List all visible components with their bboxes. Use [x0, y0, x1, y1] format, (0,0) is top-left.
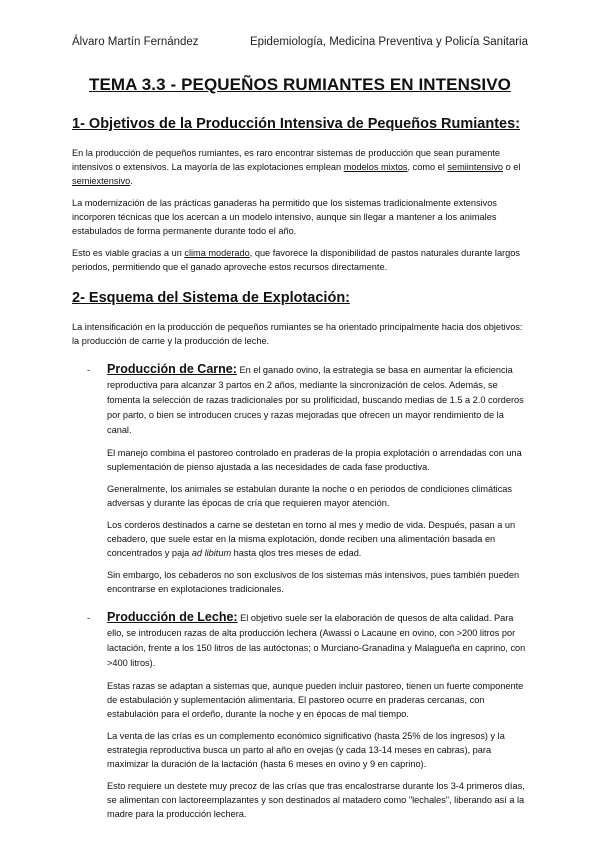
leche-paragraph-3: La venta de las crías es un complemento económico significativo (hasta 25% de los ingresos) y la estrategia reproductiva busca un parto al año en ovejas (y cada 13-14 meses en cabras), para maximizar la duración de la lactación (hasta 6 meses en ovino y 9 en caprino).: [107, 731, 505, 769]
leche-subheading: Producción de Leche:: [107, 610, 238, 624]
document-body: [72, 116, 528, 829]
link-semiextensivo: semiextensivo: [72, 176, 131, 186]
section1-paragraph-3: Esto es viable gracias a un clima moderado, que favorece la disponibilidad de pastos naturales durante largos periodos, permitiendo que el ganado aproveche estos recursos directamente.: [72, 248, 520, 272]
link-clima-moderado: clima moderado: [184, 248, 250, 258]
bullet-dash: -: [87, 365, 91, 375]
header-author: Álvaro Martín Fernández: [72, 36, 199, 48]
leche-paragraph-4: Esto requiere un destete muy precoz de las crías que tras encalostrarse durante los 3-4 primeros días, se alimentan con lactoreemplazantes y son destinados al matadero como "lechales", liberando así a la madre para la producción lechera.: [107, 781, 525, 819]
carne-paragraph-2: El manejo combina el pastoreo controlado en praderas de la propia explotación o arrendadas con una suplementación de pienso ajustada a las necesidades de cada fase productiva.: [107, 448, 522, 472]
carne-paragraph-5: Sin embargo, los cebaderos no son exclusivos de los sistemas más intensivos, pues también pueden encontrarse en explotaciones tradicionales.: [107, 570, 520, 594]
document-title: TEMA 3.3 - PEQUEÑOS RUMIANTES EN INTENSIVO: [88, 75, 511, 94]
section1-paragraph-1: En la producción de pequeños rumiantes, es raro encontrar sistemas de producción que sean puramente intensivos o extensivos. La mayoría de las explotaciones emplean modelos mixtos, como el semiintensivo o el semiextensivo.: [72, 148, 521, 186]
section1-paragraph-2: La modernización de las prácticas ganaderas ha permitido que los sistemas tradicionalmente extensivos incorporen técnicas que los acercan a un modelo intensivo, aunque sin llegar a mantener a los animales estabulados de forma permanente durante todo el año.: [72, 198, 497, 236]
carne-subheading: Producción de Carne:: [107, 362, 237, 376]
page-header: [72, 36, 528, 48]
link-modelos-mixtos: modelos mixtos: [343, 162, 408, 172]
bullet-leche: [72, 610, 528, 829]
bullet-carne: [72, 362, 528, 604]
leche-paragraph-2: Estas razas se adaptan a sistemas que, aunque pueden incluir pastoreo, tienen un fuerte componente de estabulación y suplementación alimentaria. El pastoreo ocurre en praderas cercanas, con estabulación para el ordeño, durante la noche y en épocas de mal tiempo.: [107, 681, 524, 719]
italic-ad-libitum: ad libitum: [191, 548, 232, 558]
header-subject: Epidemiología, Medicina Preventiva y Policía Sanitaria: [249, 36, 528, 48]
section2-intro: La intensificación en la producción de pequeños rumiantes se ha orientado principalmente hacia dos objetivos: la producción de carne y la producción de leche.: [72, 322, 523, 346]
carne-paragraph-3: Generalmente, los animales se estabulan durante la noche o en periodos de condiciones climáticas adversas y durante las épocas de cría que requieren mayor atención.: [107, 484, 513, 508]
leche-paragraph-1: Producción de Leche: El objetivo suele ser la elaboración de quesos de alta calidad. Para ello, se introducen razas de alta producción lechera (Awassi o Lacaune en ovino, con >200 litros por lactación, frente a los 150 litros de las autóctonas; o Murciano-Granadina y Malagueña en caprino, con >400 litros).: [107, 610, 526, 668]
carne-paragraph-4: Los corderos destinados a carne se destetan en torno al mes y medio de vida. Después, pasan a un cebadero, que suele estar en la misma explotación, donde reciben una alimentación basada en concentrados y paja ad libitum hasta qlos tres meses de edad.: [107, 520, 516, 558]
carne-paragraph-1: Producción de Carne: En el ganado ovino, la estrategia se basa en aumentar la eficiencia reproductiva para alcanzar 3 partos en 2 años, mediante la sincronización de celos. Además, se fomenta la selección de razas tradicionales por su prolificidad, buscando medias de 1.5 a 2.0 corderos por parto, o bien se introducen cruces y razas mejoradas que ofrecen un mayor rendimiento de la canal.: [107, 362, 524, 435]
link-semiintensivo: semiintensivo: [447, 162, 504, 172]
bullet-dash: -: [87, 613, 91, 623]
section1-heading: 1- Objetivos de la Producción Intensiva de Pequeños Rumiantes:: [72, 116, 520, 132]
section2-heading: 2- Esquema del Sistema de Explotación:: [72, 290, 350, 306]
